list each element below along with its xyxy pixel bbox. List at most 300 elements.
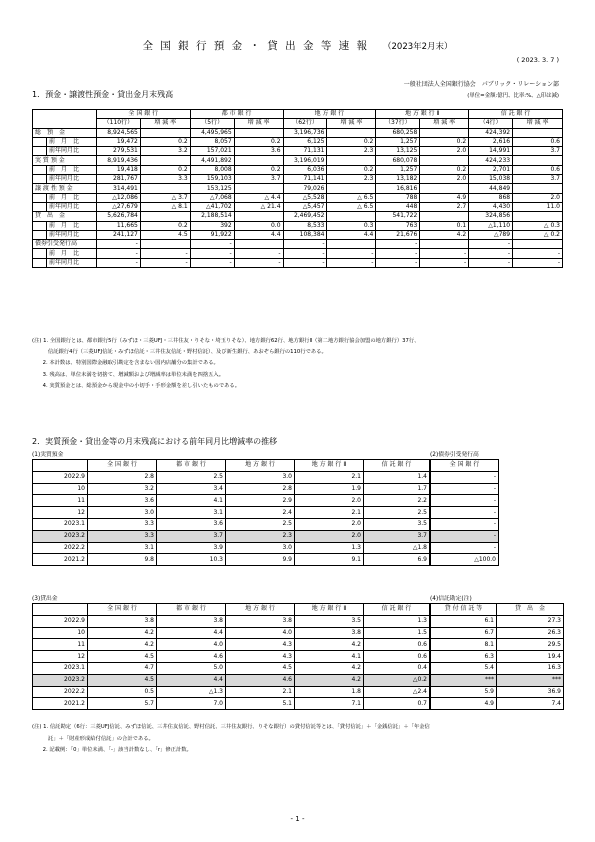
- table-cell: 157,021: [190, 147, 234, 156]
- table-cell: 4.4: [157, 627, 226, 639]
- table-cell: 5,626,784: [96, 212, 140, 221]
- table-cell: 8.1: [431, 639, 497, 651]
- table-cell: △ 0.3: [513, 221, 563, 230]
- table-cell: 21,676: [376, 230, 420, 239]
- table-cell: 4.2: [88, 639, 157, 651]
- row-sublabel: 前 月 比: [46, 249, 96, 258]
- table-cell: 2,469,452: [283, 212, 327, 221]
- table-cell: 6,036: [283, 165, 327, 174]
- table-cell: △27,679: [96, 202, 140, 211]
- table-cell: 2.8: [226, 483, 295, 495]
- header-row: [431, 460, 499, 472]
- table-cell: -: [96, 249, 140, 258]
- table-cell: -: [283, 249, 327, 258]
- table-row: [33, 483, 430, 495]
- table-cell: [513, 240, 563, 249]
- table-cell: 4,495,965: [190, 128, 234, 137]
- header-row: [431, 604, 564, 616]
- bond-trend-table: [430, 459, 499, 566]
- table-row: [33, 184, 563, 193]
- row-category: 実 質 預 金: [33, 156, 97, 165]
- table-cell: 79,026: [283, 184, 327, 193]
- table-cell: 3.3: [88, 530, 157, 542]
- table-cell: 2,701: [469, 165, 513, 174]
- column-header: 都 市 銀 行: [157, 604, 226, 616]
- table-cell: 4.2: [295, 662, 364, 674]
- table-cell: 6,125: [283, 137, 327, 146]
- table-cell: 27.3: [497, 615, 564, 627]
- table-cell: 0.4: [364, 662, 430, 674]
- period-label: 10: [33, 627, 88, 639]
- table-row: [431, 686, 564, 698]
- loan-trend-table: [32, 603, 430, 710]
- table-row: [33, 128, 563, 137]
- table-cell: 1.4: [364, 471, 430, 483]
- notes-section1: [32, 336, 572, 392]
- table-cell: 2.9: [226, 495, 295, 507]
- note-line: 2. 記載例：「0」単位未満、「-」該当計数なし、「r」修正計数。: [32, 747, 192, 753]
- table-cell: 15,038: [469, 175, 513, 184]
- table-cell: △ 3.7: [140, 193, 190, 202]
- table-cell: 153,125: [190, 184, 234, 193]
- table-cell: 3.1: [88, 542, 157, 554]
- table-cell: 448: [376, 202, 420, 211]
- table-cell: 7.0: [157, 698, 226, 710]
- table-cell: 2.2: [364, 495, 430, 507]
- table-cell: 4.1: [295, 651, 364, 663]
- table-cell: [327, 156, 376, 165]
- table-row: [431, 518, 499, 530]
- table-cell: 6.1: [431, 615, 497, 627]
- table-row: [431, 554, 499, 566]
- organization: 一般社団法人全国銀行協会 パブリック・リレーション部: [403, 81, 559, 88]
- table-row: [33, 221, 563, 230]
- table-cell: -: [431, 507, 499, 519]
- row-indent: [33, 258, 47, 267]
- table-cell: 29.5: [497, 639, 564, 651]
- column-header: 全 国 銀 行: [88, 604, 157, 616]
- table-cell: △1.8: [364, 542, 430, 554]
- trust-trend-table: [430, 603, 564, 710]
- table-cell: 9.8: [88, 554, 157, 566]
- column-header: 貸 付 信 託 等: [431, 604, 497, 616]
- table-cell: 4.3: [226, 651, 295, 663]
- table-cell: 680,258: [376, 128, 420, 137]
- table-cell: -: [190, 249, 234, 258]
- unit-note: (単位=金額:億円、比率:%、△印は減): [467, 93, 559, 99]
- table-cell: 2.0: [420, 175, 469, 184]
- table-cell: 8,057: [190, 137, 234, 146]
- table-cell: △ 0.2: [513, 230, 563, 239]
- table-cell: 4.5: [140, 230, 190, 239]
- table-cell: 4.5: [88, 674, 157, 686]
- header-row: [33, 604, 430, 616]
- table-cell: [234, 128, 283, 137]
- table-cell: -: [431, 483, 499, 495]
- table-cell: 241,127: [96, 230, 140, 239]
- table-cell: 2.0: [295, 495, 364, 507]
- table-cell: -: [96, 240, 140, 249]
- table-row: [33, 530, 430, 542]
- table-cell: 9.9: [226, 554, 295, 566]
- table-cell: 3.7: [157, 530, 226, 542]
- table-cell: 2.0: [295, 530, 364, 542]
- table-cell: 424,233: [469, 156, 513, 165]
- period-label: 2022.2: [33, 542, 88, 554]
- table-cell: 314,491: [96, 184, 140, 193]
- table-cell: 36.9: [497, 686, 564, 698]
- table-cell: 4.1: [157, 495, 226, 507]
- period-label: 11: [33, 495, 88, 507]
- table-cell: -: [376, 258, 420, 267]
- table-cell: 4.3: [226, 639, 295, 651]
- table-cell: [140, 128, 190, 137]
- table-row: [431, 627, 564, 639]
- column-header: 地 方 銀 行 Ⅱ: [295, 460, 364, 472]
- table-cell: 1.3: [364, 615, 430, 627]
- table-cell: 4,430: [469, 202, 513, 211]
- table-cell: [140, 184, 190, 193]
- table-row: [33, 662, 430, 674]
- table-cell: 3.8: [226, 615, 295, 627]
- table-cell: 3.7: [513, 147, 563, 156]
- table-cell: 3.7: [234, 175, 283, 184]
- table-row: [33, 639, 430, 651]
- table-cell: 4.9: [431, 698, 497, 710]
- table-cell: [140, 212, 190, 221]
- table-cell: [420, 156, 469, 165]
- column-header: 信 託 銀 行: [364, 460, 430, 472]
- table-cell: 9.1: [295, 554, 364, 566]
- table-cell: 19,472: [96, 137, 140, 146]
- table-cell: [327, 184, 376, 193]
- note-line: 2. 本計数は、特別国際金融取引勘定を含まない国内店舗分の集計である。: [32, 360, 219, 367]
- table-cell: [420, 212, 469, 221]
- period-label: 2023.1: [33, 662, 88, 674]
- period-label: 2023.1: [33, 518, 88, 530]
- table-cell: 0.2: [140, 221, 190, 230]
- table-cell: 2.8: [88, 471, 157, 483]
- table-cell: 0.6: [364, 651, 430, 663]
- table-row: [33, 202, 563, 211]
- table-cell: 4,491,892: [190, 156, 234, 165]
- table-cell: ***: [497, 674, 564, 686]
- table-cell: △0.2: [364, 674, 430, 686]
- period-label: 10: [33, 483, 88, 495]
- table-cell: 6.9: [364, 554, 430, 566]
- table-cell: 2.1: [295, 507, 364, 519]
- table-cell: △789: [469, 230, 513, 239]
- row-sublabel: 前年同月比: [46, 202, 96, 211]
- table-cell: △ 4.4: [234, 193, 283, 202]
- table-cell: [234, 184, 283, 193]
- row-indent: [33, 165, 47, 174]
- table-cell: 4.0: [226, 627, 295, 639]
- table-cell: 424,392: [469, 128, 513, 137]
- table-row: [33, 165, 563, 174]
- table-cell: 7.1: [295, 698, 364, 710]
- table-row: [33, 471, 430, 483]
- row-sublabel: 前 月 比: [46, 221, 96, 230]
- table-cell: 8,919,436: [96, 156, 140, 165]
- table-cell: 26.3: [497, 627, 564, 639]
- table-cell: [234, 240, 283, 249]
- table-cell: 2,616: [469, 137, 513, 146]
- table-cell: 3.8: [88, 615, 157, 627]
- table-cell: -: [376, 249, 420, 258]
- table-cell: 108,384: [283, 230, 327, 239]
- page-number: - 1 -: [290, 815, 305, 823]
- column-header: 貸 出 金: [497, 604, 564, 616]
- table-row: [33, 651, 430, 663]
- table-cell: 8,924,565: [96, 128, 140, 137]
- table-cell: 4.9: [420, 193, 469, 202]
- table-cell: 0.2: [327, 137, 376, 146]
- table-cell: 13,125: [376, 147, 420, 156]
- table-cell: 2.0: [513, 193, 563, 202]
- table-cell: 4.5: [226, 662, 295, 674]
- table-cell: -: [469, 249, 513, 258]
- period-label: 2023.2: [33, 530, 88, 542]
- column-header: 地 方 銀 行 Ⅱ: [295, 604, 364, 616]
- table-cell: [234, 212, 283, 221]
- table-cell: 3.1: [157, 507, 226, 519]
- table-cell: 7.4: [497, 698, 564, 710]
- table-row: [33, 137, 563, 146]
- table-cell: 3.9: [157, 542, 226, 554]
- table-cell: [327, 240, 376, 249]
- table-cell: -: [327, 249, 376, 258]
- table-cell: 3.4: [157, 483, 226, 495]
- table-cell: 3,196,736: [283, 128, 327, 137]
- table-cell: 6.7: [431, 627, 497, 639]
- table-cell: △5,457: [283, 202, 327, 211]
- rate-header: 増 減 率: [420, 119, 469, 128]
- header-corner: [33, 110, 97, 129]
- rate-header: 増 減 率: [327, 119, 376, 128]
- table-cell: 10.3: [157, 554, 226, 566]
- table-cell: -: [431, 495, 499, 507]
- table-cell: 5.4: [431, 662, 497, 674]
- table-row: [33, 175, 563, 184]
- table-cell: 11,665: [96, 221, 140, 230]
- row-sublabel: 前 月 比: [46, 193, 96, 202]
- bank-count: （4行）: [469, 119, 513, 128]
- table-cell: [513, 128, 563, 137]
- header-row: [33, 460, 430, 472]
- table-cell: 0.6: [364, 639, 430, 651]
- table-cell: 3.8: [157, 615, 226, 627]
- table-cell: 3.6: [88, 495, 157, 507]
- table-cell: -: [327, 258, 376, 267]
- rate-header: 増 減 率: [140, 119, 190, 128]
- table-cell: 1.5: [364, 627, 430, 639]
- table-cell: 0.2: [140, 165, 190, 174]
- table-cell: 71,141: [283, 175, 327, 184]
- table-cell: 11.0: [513, 202, 563, 211]
- table-row: [33, 542, 430, 554]
- table-cell: 4.2: [295, 674, 364, 686]
- table-row: [431, 507, 499, 519]
- table-cell: 2.1: [226, 686, 295, 698]
- note-line: 託」＋「財産形成給付信託」の合計である。: [32, 735, 154, 742]
- table-row: [431, 483, 499, 495]
- table-cell: 1.9: [295, 483, 364, 495]
- table-cell: 1.8: [295, 686, 364, 698]
- table-cell: 3,196,019: [283, 156, 327, 165]
- table-cell: 2,188,514: [190, 212, 234, 221]
- row-category: 債券引受発行高: [33, 240, 97, 249]
- table-row: [33, 554, 430, 566]
- table-cell: -: [140, 258, 190, 267]
- table-cell: 4.4: [234, 230, 283, 239]
- note-line: 3. 残高は、単位未満を切捨て、増減額および増減率は単位未満を四捨五入。: [32, 371, 225, 378]
- table-cell: 3.3: [140, 175, 190, 184]
- table-cell: [420, 128, 469, 137]
- column-header: 全 国 銀 行: [88, 460, 157, 472]
- table-cell: 0.3: [327, 221, 376, 230]
- table-cell: 4.7: [88, 662, 157, 674]
- column-header: 地 方 銀 行: [226, 460, 295, 472]
- table-cell: -: [513, 258, 563, 267]
- table-cell: -: [431, 530, 499, 542]
- table-cell: 0.2: [140, 137, 190, 146]
- table-cell: 3.2: [140, 147, 190, 156]
- table-cell: 2.7: [420, 202, 469, 211]
- period-label: 2022.9: [33, 471, 88, 483]
- table-cell: 14,991: [469, 147, 513, 156]
- table-cell: 19.4: [497, 651, 564, 663]
- table-row: [431, 615, 564, 627]
- title-text: 全 国 銀 行 預 金 ・ 貸 出 金 等 速 報: [142, 40, 369, 52]
- bank-count: （5行）: [190, 119, 234, 128]
- caption-loan: (3)貸出金: [32, 596, 58, 602]
- table-cell: [513, 156, 563, 165]
- table-row: [33, 495, 430, 507]
- row-sublabel: 前 月 比: [46, 137, 96, 146]
- table-cell: -: [283, 240, 327, 249]
- bank-group-header: 地 方 銀 行: [283, 110, 376, 119]
- table-cell: 0.2: [327, 165, 376, 174]
- row-sublabel: 前年同月比: [46, 175, 96, 184]
- table-cell: 13,182: [376, 175, 420, 184]
- period-label: 2022.2: [33, 686, 88, 698]
- table-cell: [513, 184, 563, 193]
- table-cell: 8,533: [283, 221, 327, 230]
- table-cell: -: [234, 258, 283, 267]
- row-indent: [33, 147, 47, 156]
- table-row: [431, 542, 499, 554]
- table-cell: △ 21.4: [234, 202, 283, 211]
- caption-trust: (4)信託勘定(注): [430, 596, 472, 602]
- table-cell: 1,257: [376, 165, 420, 174]
- table-cell: 3.0: [88, 507, 157, 519]
- table-cell: ***: [431, 674, 497, 686]
- note-line: 信託銀行4行（三菱UFJ信託・みずほ信託・三井住友信託・野村信託）、及び新生銀行、あおぞら銀行の110行である。: [32, 349, 327, 356]
- note-line: (注) 1. 全国銀行とは、都市銀行5行（みずほ・三菱UFJ・三井住友・りそな・埼玉りそな）、地方銀行62行、地方銀行Ⅱ（第二地方銀行協会加盟の地方銀行）37行、: [32, 338, 420, 344]
- table-cell: △41,702: [190, 202, 234, 211]
- table-row: [431, 651, 564, 663]
- table-row: [33, 698, 430, 710]
- table-cell: 3.7: [513, 175, 563, 184]
- table-cell: -: [190, 240, 234, 249]
- period-label: 12: [33, 507, 88, 519]
- column-header: 全 国 銀 行: [431, 460, 499, 472]
- period-label: 2022.9: [33, 615, 88, 627]
- row-sublabel: 前年同月比: [46, 258, 96, 267]
- table-cell: 4.0: [157, 639, 226, 651]
- report-date: ( 2023. 3. 7 ): [516, 56, 559, 64]
- table-cell: 3.0: [226, 542, 295, 554]
- table-cell: [420, 240, 469, 249]
- table-cell: 324,856: [469, 212, 513, 221]
- table-cell: [327, 212, 376, 221]
- bank-group-header: 信 託 銀 行: [469, 110, 563, 119]
- table-cell: 0.2: [420, 165, 469, 174]
- table-cell: -: [96, 258, 140, 267]
- table-cell: [327, 128, 376, 137]
- table-cell: 8,008: [190, 165, 234, 174]
- table-cell: 3.2: [88, 483, 157, 495]
- table-cell: 680,078: [376, 156, 420, 165]
- table-cell: 1,257: [376, 137, 420, 146]
- table-cell: △100.0: [431, 554, 499, 566]
- table-cell: -: [420, 258, 469, 267]
- table-cell: 5.7: [88, 698, 157, 710]
- balance-table: [32, 109, 563, 268]
- bank-count: （110行）: [96, 119, 140, 128]
- bank-count: （62行）: [283, 119, 327, 128]
- table-cell: -: [431, 518, 499, 530]
- table-cell: 71,131: [283, 147, 327, 156]
- table-cell: △ 8.1: [140, 202, 190, 211]
- row-indent: [33, 230, 47, 239]
- table-cell: 788: [376, 193, 420, 202]
- row-indent: [33, 221, 47, 230]
- table-cell: 541,722: [376, 212, 420, 221]
- table-cell: 4.2: [420, 230, 469, 239]
- table-cell: 1.3: [295, 542, 364, 554]
- table-row: [33, 156, 563, 165]
- row-sublabel: 前 月 比: [46, 165, 96, 174]
- table-row: [33, 212, 563, 221]
- table-cell: 2.3: [226, 530, 295, 542]
- table-row: [33, 674, 430, 686]
- table-cell: [140, 240, 190, 249]
- table-cell: 0.1: [420, 221, 469, 230]
- table-cell: 44,849: [469, 184, 513, 193]
- table-cell: 2.0: [295, 518, 364, 530]
- row-sublabel: 前年同月比: [46, 230, 96, 239]
- table-row: [33, 249, 563, 258]
- table-cell: 2.3: [327, 175, 376, 184]
- table-cell: -: [234, 249, 283, 258]
- table-cell: 763: [376, 221, 420, 230]
- table-row: [33, 627, 430, 639]
- row-indent: [33, 137, 47, 146]
- table-cell: 19,418: [96, 165, 140, 174]
- table-row: [33, 193, 563, 202]
- row-sublabel: 前年同月比: [46, 147, 96, 156]
- row-indent: [33, 175, 47, 184]
- table-cell: 5.9: [431, 686, 497, 698]
- table-cell: 4.6: [226, 674, 295, 686]
- table-cell: -: [376, 240, 420, 249]
- period-label: 2021.2: [33, 554, 88, 566]
- table-row: [33, 258, 563, 267]
- table-cell: -: [431, 471, 499, 483]
- table-row: [431, 639, 564, 651]
